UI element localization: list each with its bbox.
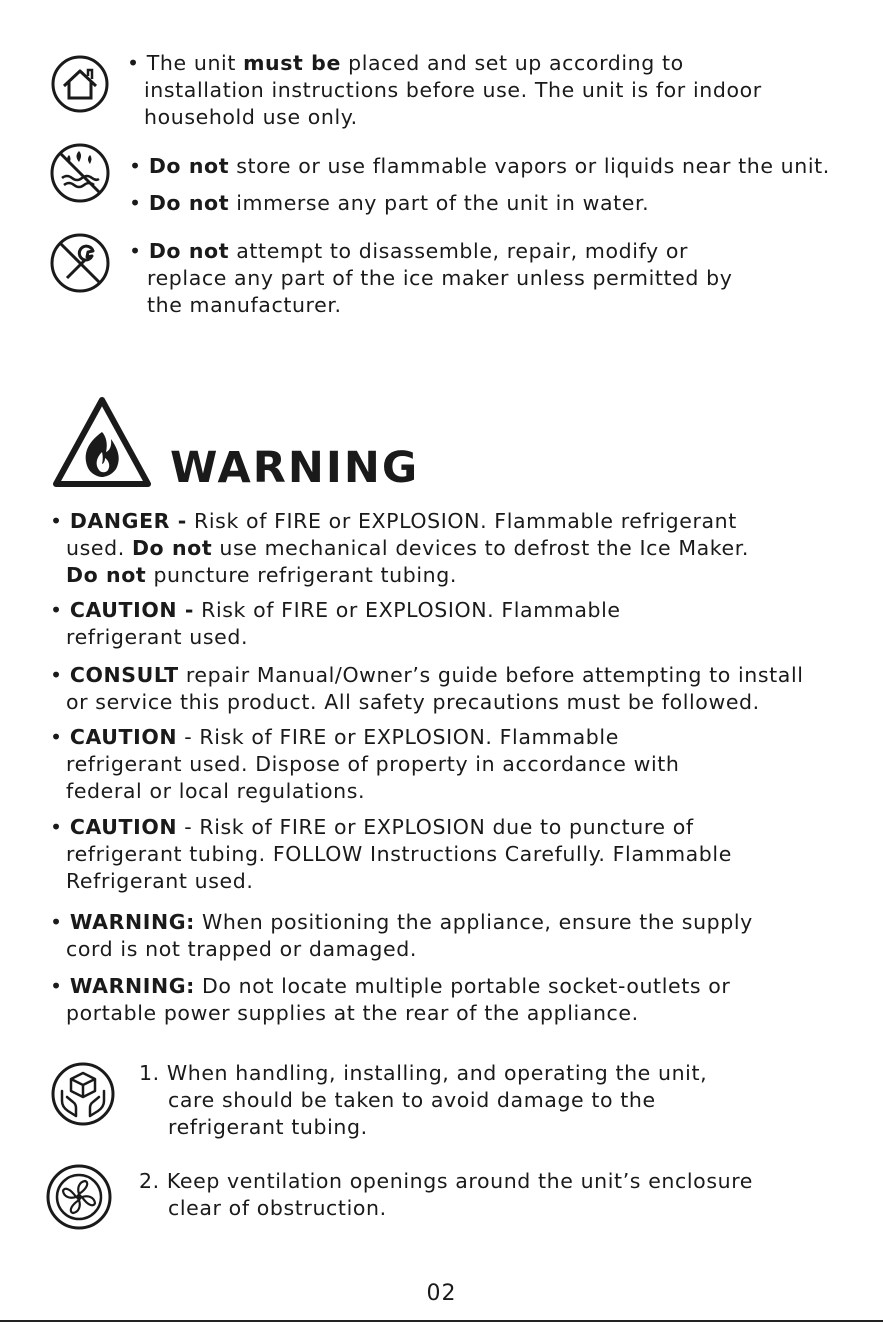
text-span: placed and set up according to: [340, 51, 684, 75]
text-line: [50, 662, 804, 689]
text-line: [50, 868, 732, 895]
item-flammable-water: [129, 148, 830, 222]
no-flammable-liquids-icon: [49, 142, 111, 204]
text-line: [50, 1000, 730, 1027]
page-number: 02: [426, 1281, 457, 1306]
warning-caution-2: [50, 724, 679, 805]
text-span: •: [50, 598, 70, 622]
text-line: [139, 1114, 707, 1141]
item-no-disassemble: [129, 238, 732, 319]
text-line: [139, 1060, 707, 1087]
text-line: [127, 77, 762, 104]
text-line: [50, 778, 679, 805]
warning-caution-1: [50, 597, 621, 651]
text-line: [139, 1087, 707, 1114]
text-line: [50, 597, 621, 624]
text-span: clear of obstruction.: [168, 1196, 387, 1220]
text-line: [50, 689, 804, 716]
text-line: [129, 265, 732, 292]
warning-socket-outlets: [50, 973, 730, 1027]
text-line: [50, 724, 679, 751]
text-span: Do not locate multiple portable socket-outlets or: [194, 974, 731, 998]
text-span: used.: [66, 536, 132, 560]
note-handling: [139, 1060, 707, 1141]
text-span: repair Manual/Owner’s guide before attempting to install: [178, 663, 804, 687]
text-span: store or use flammable vapors or liquids near the unit.: [229, 154, 830, 178]
text-span: •: [50, 910, 70, 934]
hands-holding-box-icon: [50, 1061, 116, 1127]
text-span: •: [129, 191, 149, 215]
bold-text: DANGER -: [69, 509, 187, 533]
text-line: [50, 909, 753, 936]
text-span: - Risk of FIRE or EXPLOSION due to puncture of: [177, 815, 694, 839]
text-span: attempt to disassemble, repair, modify or: [229, 239, 689, 263]
text-span: cord is not trapped or damaged.: [66, 937, 417, 961]
text-line: [127, 104, 762, 131]
text-span: •: [129, 154, 149, 178]
text-span: replace any part of the ice maker unless permitted by: [147, 266, 733, 290]
text-line: [129, 185, 830, 222]
bold-text: CAUTION: [69, 815, 178, 839]
text-line: [50, 535, 749, 562]
text-span: Risk of FIRE or EXPLOSION. Flammable refrigerant: [186, 509, 737, 533]
text-span: •: [50, 663, 70, 687]
warning-consult: [50, 662, 804, 716]
bold-text: CAUTION: [69, 725, 178, 749]
text-span: - Risk of FIRE or EXPLOSION. Flammable: [177, 725, 619, 749]
text-span: •: [50, 974, 70, 998]
text-span: 1. When handling, installing, and operating the unit,: [139, 1061, 708, 1085]
text-span: immerse any part of the unit in water.: [229, 191, 650, 215]
text-line: [50, 508, 749, 535]
text-span: use mechanical devices to defrost the Ice Maker.: [212, 536, 750, 560]
text-line: [50, 936, 753, 963]
bold-text: Do not: [148, 239, 230, 263]
bold-text: must be: [243, 51, 341, 75]
text-line: [50, 841, 732, 868]
text-span: the manufacturer.: [147, 293, 342, 317]
text-line: [50, 973, 730, 1000]
text-span: refrigerant tubing.: [168, 1115, 368, 1139]
text-span: •: [50, 509, 70, 533]
text-span: portable power supplies at the rear of the appliance.: [66, 1001, 639, 1025]
text-span: household use only.: [144, 105, 358, 129]
note-ventilation: [139, 1168, 753, 1222]
text-span: •: [50, 815, 70, 839]
no-repair-wrench-icon: [49, 232, 111, 294]
text-line: [139, 1168, 753, 1195]
text-span: Risk of FIRE or EXPLOSION. Flammable: [193, 598, 621, 622]
text-line: [129, 238, 732, 265]
warning-title: WARNING: [170, 443, 420, 493]
text-span: puncture refrigerant tubing.: [146, 563, 458, 587]
bold-text: Do not: [148, 191, 230, 215]
text-span: refrigerant used. Dispose of property in accordance with: [66, 752, 680, 776]
warning-caution-3: [50, 814, 732, 895]
bold-text: CONSULT: [69, 663, 179, 687]
text-span: federal or local regulations.: [66, 779, 366, 803]
bold-text: Do not: [131, 536, 213, 560]
text-line: [127, 50, 762, 77]
text-span: care should be taken to avoid damage to the: [168, 1088, 656, 1112]
text-span: Refrigerant used.: [66, 869, 254, 893]
text-span: •: [50, 725, 70, 749]
ventilation-fan-icon: [45, 1163, 113, 1231]
bold-text: WARNING:: [69, 910, 195, 934]
item-indoor-use: [127, 50, 762, 131]
text-line: [129, 292, 732, 319]
text-line: [50, 624, 621, 651]
house-icon: [50, 54, 110, 114]
bottom-rule: [0, 1320, 883, 1322]
text-span: or service this product. All safety precautions must be followed.: [66, 690, 760, 714]
text-span: installation instructions before use. The unit is for indoor: [144, 78, 762, 102]
warning-danger: [50, 508, 749, 589]
bold-text: Do not: [148, 154, 230, 178]
text-span: • The unit: [127, 51, 244, 75]
bold-text: Do not: [66, 563, 147, 587]
text-span: When positioning the appliance, ensure the supply: [194, 910, 753, 934]
text-line: [129, 148, 830, 185]
fire-hazard-icon: [50, 394, 154, 490]
text-line: [139, 1195, 753, 1222]
bold-text: WARNING:: [69, 974, 195, 998]
text-line: [50, 751, 679, 778]
text-span: •: [129, 239, 149, 263]
text-span: refrigerant tubing. FOLLOW Instructions Carefully. Flammable: [66, 842, 732, 866]
text-span: refrigerant used.: [66, 625, 249, 649]
text-line: [50, 814, 732, 841]
text-span: 2. Keep ventilation openings around the unit’s enclosure: [139, 1169, 753, 1193]
text-line: [50, 562, 749, 589]
warning-supply-cord: [50, 909, 753, 963]
bold-text: CAUTION -: [69, 598, 194, 622]
